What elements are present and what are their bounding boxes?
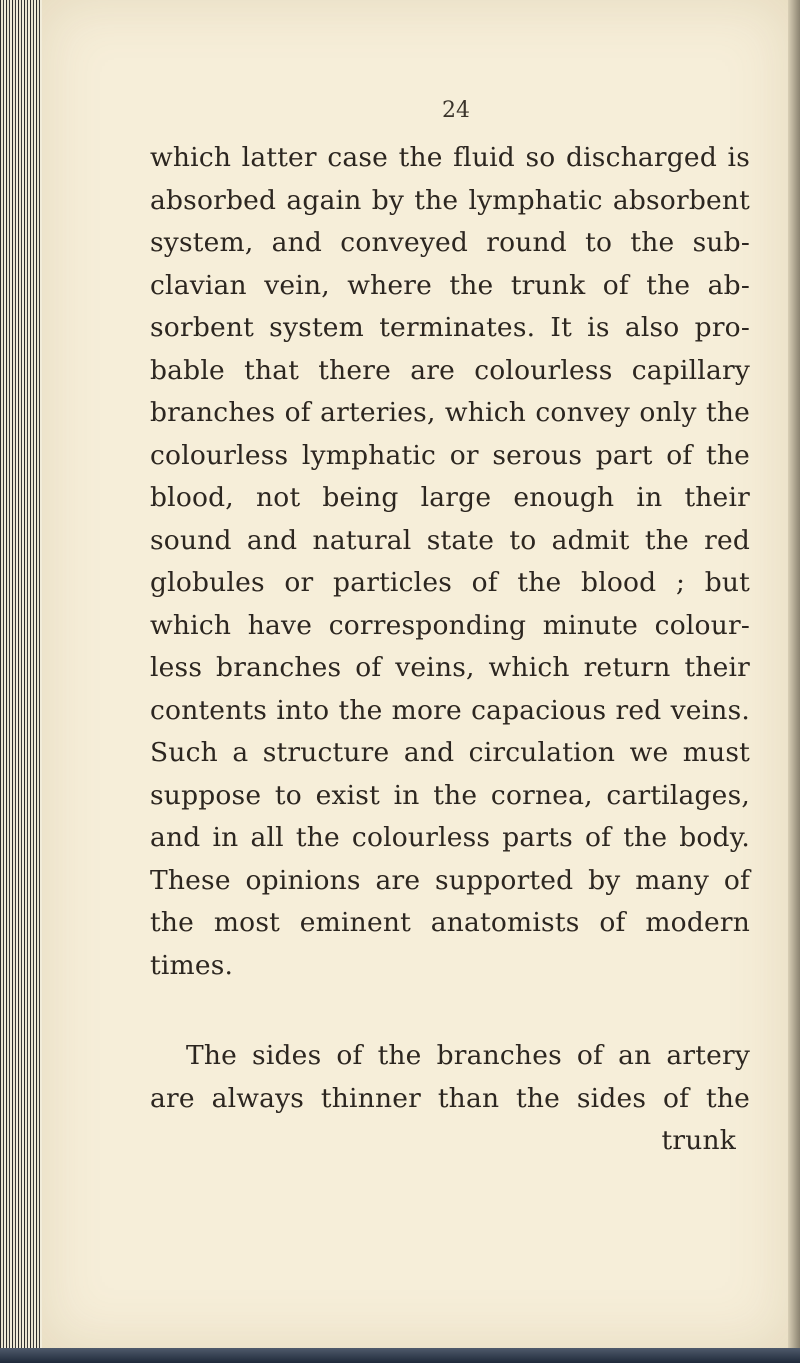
book-spine-binding: [0, 0, 43, 1363]
page-bottom-edge: [0, 1348, 800, 1363]
text-line: The sides of the branches of an artery: [186, 1040, 750, 1071]
text-line: less branches of veins, which return their: [150, 652, 750, 683]
text-line: system, and conveyed round to the sub-: [150, 227, 750, 258]
paragraph-2: [150, 1035, 750, 1163]
text-line: suppose to exist in the cornea, cartilages,: [150, 779, 750, 811]
text-line: absorbed again by the lymphatic absorbent: [150, 184, 750, 216]
text-line: globules or particles of the blood ; but: [150, 567, 750, 598]
catchword: trunk: [661, 1125, 736, 1156]
text-line: sound and natural state to admit the red: [150, 524, 750, 556]
text-line: and in all the colourless parts of the body.: [150, 822, 750, 853]
text-line: which have corresponding minute colour-: [150, 609, 750, 641]
text-line: are always thinner than the sides of the: [150, 1082, 750, 1114]
page-number: 24: [442, 98, 470, 123]
text-line: contents into the more capacious red veins.: [150, 694, 750, 726]
text-line: bable that there are colourless capillary: [150, 354, 750, 386]
text-line: which latter case the fluid so discharged is: [150, 142, 750, 173]
text-line: branches of arteries, which convey only the: [150, 397, 750, 428]
page-right-edge: [788, 0, 800, 1363]
paragraph-gap: [150, 987, 750, 1035]
text-line: colourless lymphatic or serous part of the: [150, 439, 750, 471]
text-line: These opinions are supported by many of: [150, 864, 750, 896]
text-line: clavian vein, where the trunk of the ab-: [150, 269, 750, 301]
text-line: times.: [150, 949, 234, 981]
paragraph-1: [150, 137, 750, 987]
text-line: the most eminent anatomists of modern: [150, 907, 750, 938]
text-line: sorbent system terminates. It is also pro-: [150, 312, 750, 343]
text-line: Such a structure and circulation we must: [150, 737, 750, 768]
text-line: blood, not being large enough in their: [150, 482, 750, 513]
body-text: [150, 137, 750, 1163]
